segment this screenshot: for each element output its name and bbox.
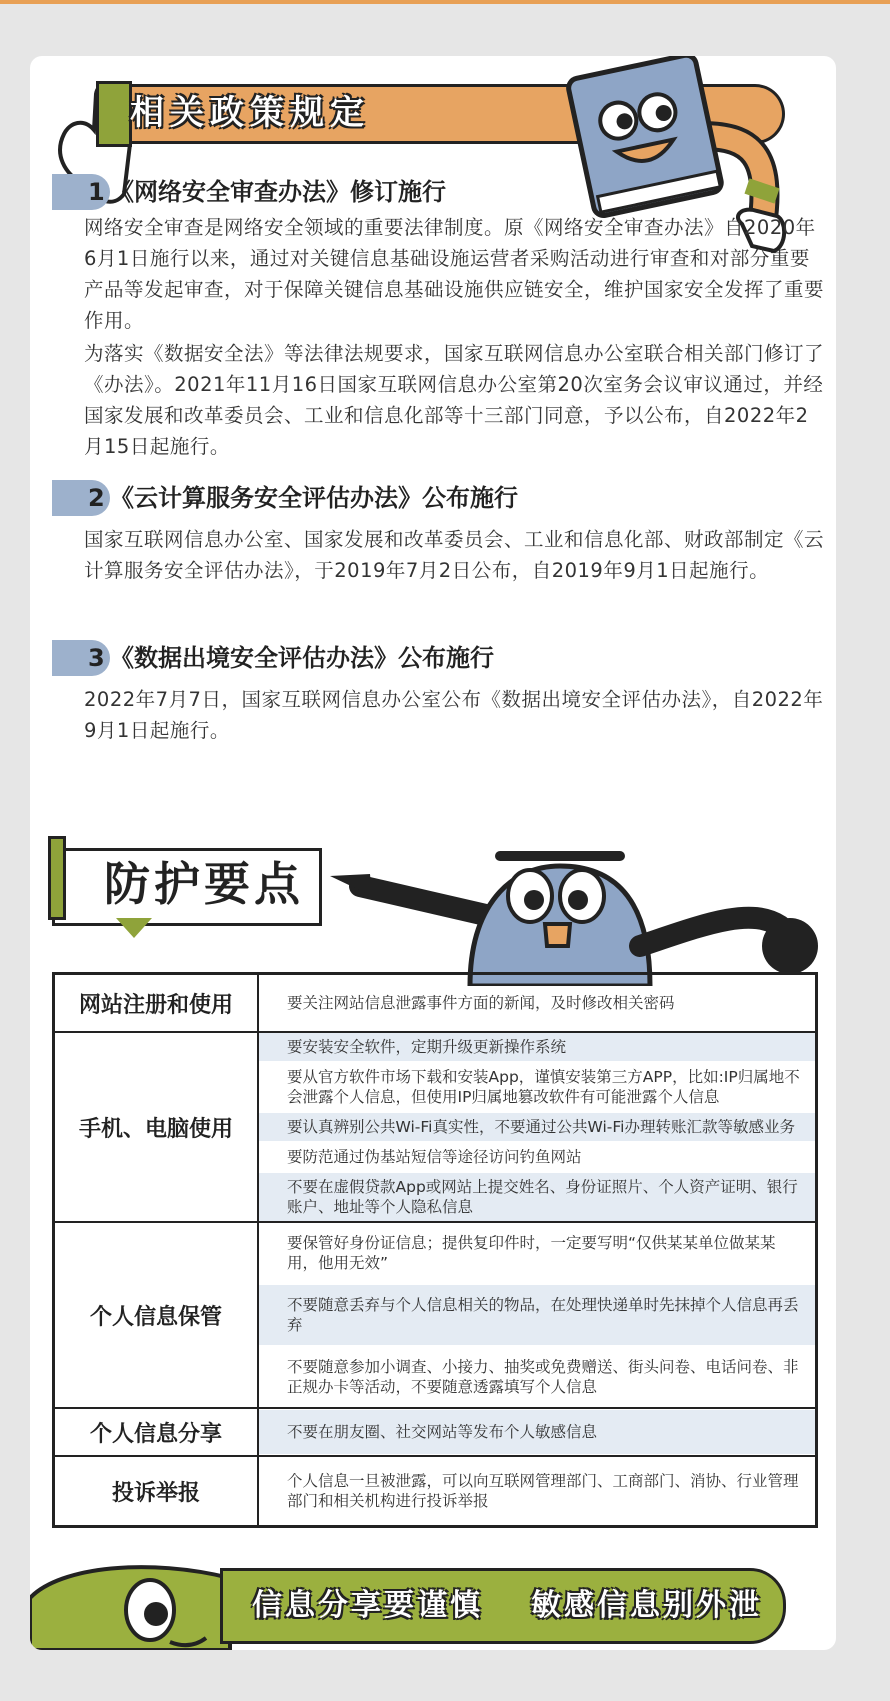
section-paragraph: 网络安全审查是网络安全领域的重要法律制度。原《网络安全审查办法》自2020年6月1日施行以来，通过对关键信息基础设施运营者采购活动进行审查和对部分重要产品等发起审查，对于保障关键信息基础设施供应链安全，维护国家安全发挥了重要作用。 (84, 216, 825, 332)
footer (30, 1568, 836, 1650)
section-number: 3 (88, 644, 105, 672)
section-number: 2 (88, 484, 105, 512)
protection-table (52, 972, 818, 1528)
row-category: 个人信息保管 (54, 1222, 259, 1408)
list-item: 个人信息一旦被泄露，可以向互联网管理部门、工商部门、消协、行业管理部门和相关机构进行投诉举报 (287, 1472, 799, 1510)
top-accent-bar (0, 0, 890, 4)
section-number: 1 (88, 178, 105, 206)
blob-mascot-icon (320, 846, 830, 986)
list-item: 要安装安全软件，定期升级更新操作系统 (259, 1033, 815, 1063)
list-item: 要防范通过伪基站短信等途径访问钓鱼网站 (259, 1143, 815, 1173)
row-items (258, 974, 817, 1033)
section-paragraph: 2022年7月7日，国家互联网信息办公室公布《数据出境安全评估办法》，自2022年9月1日起施行。 (84, 688, 824, 742)
row-items (258, 1032, 817, 1222)
table-row (54, 1408, 817, 1456)
row-items (258, 1456, 817, 1527)
row-category: 手机、电脑使用 (54, 1032, 259, 1222)
green-mascot-icon (30, 1558, 250, 1650)
table-row (54, 1032, 817, 1222)
table-row (54, 1222, 817, 1408)
section-paragraph: 国家互联网信息办公室、国家发展和改革委员会、工业和信息化部、财政部制定《云计算服务安全评估办法》，于2019年7月2日公布，自2019年9月1日起施行。 (84, 528, 825, 582)
list-item: 要从官方软件市场下载和安装App，谨慎安装第三方APP，比如:IP归属地不会泄露个人信息，但使用IP归属地篡改软件有可能泄露个人信息 (259, 1063, 815, 1113)
list-item: 不要在虚假贷款App或网站上提交姓名、身份证照片、个人资产证明、银行账户、地址等个人隐私信息 (259, 1173, 815, 1221)
table-row (54, 974, 817, 1033)
slogan-part-2: 敏感信息别外泄 (531, 1588, 762, 1623)
slogan (252, 1568, 762, 1644)
row-items (258, 1222, 817, 1408)
header-title: 相关政策规定 (130, 93, 370, 133)
list-item: 不要随意丢弃与个人信息相关的物品，在处理快递单时先抹掉个人信息再丢弃 (259, 1285, 815, 1347)
slogan-part-1: 信息分享要谨慎 (252, 1588, 483, 1623)
poster-card (30, 56, 836, 1650)
row-items (258, 1408, 817, 1456)
row-category: 网站注册和使用 (54, 974, 259, 1033)
section-paragraph: 为落实《数据安全法》等法律法规要求，国家互联网信息办公室联合相关部门修订了《办法》。2021年11月16日国家互联网信息办公室第20次室务会议审议通过，并经国家发展和改革委员会、工业和信息化部等十三部门同意，予以公布，自2022年2月15日起施行。 (84, 342, 825, 458)
row-category: 个人信息分享 (54, 1408, 259, 1456)
header-banner-accent (96, 81, 132, 147)
row-category: 投诉举报 (54, 1456, 259, 1527)
list-item: 要保管好身份证信息；提供复印件时，一定要写明“仅供某某单位做某某用，他用无效” (259, 1223, 815, 1285)
list-item: 要关注网站信息泄露事件方面的新闻，及时修改相关密码 (287, 994, 675, 1012)
list-item: 不要随意参加小调查、小接力、抽奖或免费赠送、街头问卷、电话问卷、非正规办卡等活动，不要随意透露填写个人信息 (287, 1358, 799, 1396)
section-title: 《网络安全审查办法》修订施行 (110, 178, 446, 206)
table-row (54, 1456, 817, 1527)
list-item: 不要在朋友圈、社交网站等发布个人敏感信息 (259, 1410, 815, 1454)
section-title: 《云计算服务安全评估办法》公布施行 (110, 484, 518, 512)
protection-title-accent (48, 836, 66, 920)
list-item: 要认真辨别公共Wi-Fi真实性，不要通过公共Wi-Fi办理转账汇款等敏感业务 (259, 1113, 815, 1143)
protection-title: 防护要点 (104, 857, 304, 911)
section-title: 《数据出境安全评估办法》公布施行 (110, 644, 494, 672)
protection-pointer (116, 918, 152, 938)
